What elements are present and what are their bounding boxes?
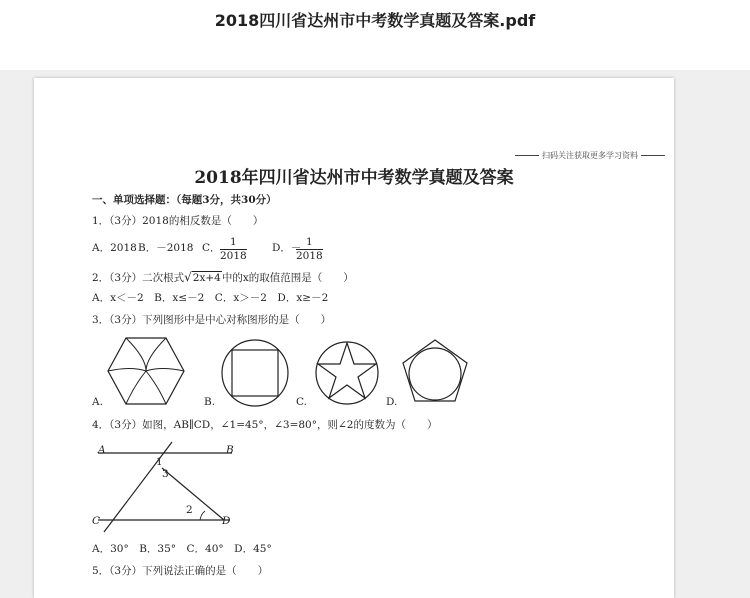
- q3-label-c: C.: [296, 396, 307, 408]
- q1-option-d: D．－: [272, 242, 302, 254]
- q1-fraction-d: [296, 236, 323, 263]
- sqrt-sign: √: [184, 270, 192, 284]
- label-angle-3: 3: [162, 468, 169, 480]
- q3-stem: 3．（3分）下列图形中是中心对称图形的是（ ）: [92, 314, 332, 326]
- label-angle-2: 2: [186, 504, 193, 516]
- q1-stem: 1．（3分）2018的相反数是（ ）: [92, 215, 264, 227]
- fraction-numerator: 1: [296, 236, 323, 250]
- fraction-denominator: 2018: [220, 250, 247, 262]
- q1-option-c: C．: [202, 242, 221, 254]
- q3-figure-b-square-in-circle: [220, 338, 290, 408]
- q4-stem: 4．（3分）如图，AB∥CD，∠1=45°，∠3=80°，则∠2的度数为（ ）: [92, 419, 438, 431]
- watermark-dash-left: [515, 155, 539, 156]
- fraction-denominator: 2018: [296, 250, 323, 262]
- fraction-numerator: 1: [220, 236, 247, 250]
- q3-figure-a-cube: [106, 336, 186, 406]
- label-point-d: D: [222, 515, 231, 527]
- q3-label-a: A.: [92, 396, 103, 408]
- document-title: 2018年四川省达州市中考数学真题及答案: [194, 168, 514, 188]
- q2-stem-pre: 2．（3分）二次根式: [92, 272, 185, 284]
- q5-stem: 5．（3分）下列说法正确的是（ ）: [92, 565, 269, 577]
- section-heading: 一、单项选择题：（每题3分，共30分）: [92, 194, 277, 206]
- q2-radicand: 2x+4: [192, 272, 221, 284]
- watermark-dash-right: [641, 155, 665, 156]
- q2-stem-post: 中的x的取值范围是（ ）: [221, 272, 354, 284]
- watermark-text: 扫码关注获取更多学习资料: [542, 151, 638, 160]
- q2-options: A．x＜－2 B．x≤－2 C．x＞－2 D．x≥－2: [92, 292, 329, 304]
- q3-figure-c-star-in-circle: [314, 340, 380, 406]
- label-point-b: B: [226, 444, 234, 456]
- label-point-c: C: [92, 515, 101, 527]
- file-title: 2018四川省达州市中考数学真题及答案.pdf: [214, 11, 536, 30]
- q3-figure-d-pentagon: [401, 338, 469, 404]
- q1-fraction-c: [220, 236, 247, 263]
- q4-options: A．30° B．35° C．40° D．45°: [92, 543, 272, 555]
- q3-label-d: D.: [386, 396, 398, 408]
- viewer-titlebar: [0, 0, 750, 70]
- q3-label-b: B.: [204, 396, 216, 408]
- label-angle-1: 1: [156, 456, 163, 468]
- q2-stem: [92, 271, 354, 285]
- watermark: [512, 150, 668, 161]
- q1-option-a: A．2018: [92, 242, 137, 254]
- pdf-page: [34, 78, 674, 598]
- q1-option-b: B．－2018: [138, 242, 194, 254]
- q4-parallel-lines-figure: [92, 440, 242, 536]
- label-point-a: A: [98, 444, 106, 456]
